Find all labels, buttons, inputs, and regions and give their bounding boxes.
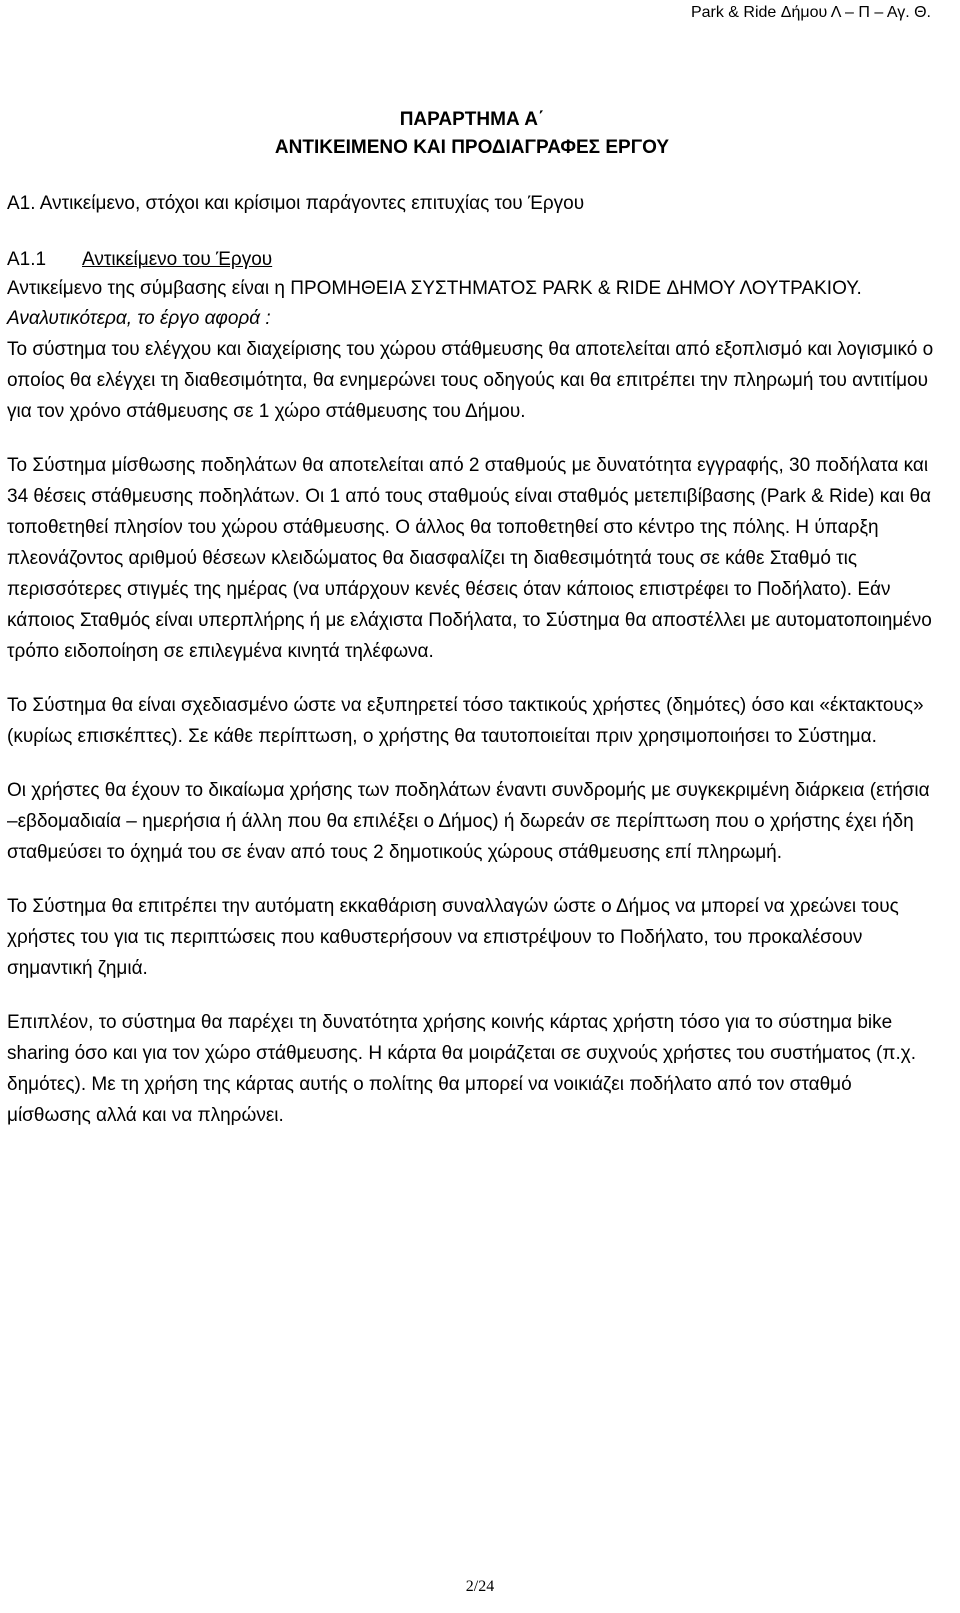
subsection-number: Α1.1 bbox=[7, 249, 47, 270]
intro-paragraph: Αντικείμενο της σύμβασης είναι η ΠΡΟΜΗΘΕΙΑ ΣΥΣΤΗΜΑΤΟΣ PARK & RIDE ΔΗΜΟΥ ΛΟΥΤΡΑΚΙΟΥ. bbox=[7, 278, 862, 299]
paragraph-transaction-clearing: Το Σύστημα θα επιτρέπει την αυτόματη εκκαθάριση συναλλαγών ώστε ο Δήμος να μπορεί να χρεώνει τους χρήστες του για τις περιπτώσεις που καθυστερήσουν να επιστρέψουν το Ποδήλατο, του προκαλέσουν σημαντική ζημιά. bbox=[7, 896, 899, 979]
page-number: 2/24 bbox=[465, 1578, 495, 1595]
paragraph-shared-card: Επιπλέον, το σύστημα θα παρέχει τη δυνατότητα χρήσης κοινής κάρτας χρήστη τόσο για το σύστημα bike sharing όσο και για τον χώρο στάθμευσης. Η κάρτα θα μοιράζεται σε συχνούς χρήστες του συστήματος (π.χ. δημότες). Με τη χρήση της κάρτας αυτής ο πολίτης θα μπορεί να νοικιάζει ποδήλατο από τον σταθμό μίσθωσης αλλά και να πληρώνει. bbox=[7, 1012, 917, 1126]
subsection-heading-a1-1 bbox=[7, 246, 937, 274]
detail-lead: Αναλυτικότερα, το έργο αφορά : bbox=[7, 308, 271, 329]
annex-title: ΠΑΡΑΡΤΗΜΑ Α΄ bbox=[399, 109, 545, 130]
subsection-title: Αντικείμενο του Έργου bbox=[82, 249, 273, 270]
paragraph-parking-system: Το σύστημα του ελέγχου και διαχείρισης του χώρου στάθμευσης θα αποτελείται από εξοπλισμό και λογισμικό ο οποίος θα ελέγχει τη διαθεσιμότητα, θα ενημερώνει τους οδηγούς και θα επιτρέπει την πληρωμή του αντιτίμου για τον χρόνο στάθμευσης σε 1 χώρο στάθμευσης του Δήμου. bbox=[7, 339, 934, 422]
document-body bbox=[7, 106, 937, 1131]
paragraph-bike-rental-system: Το Σύστημα μίσθωσης ποδηλάτων θα αποτελείται από 2 σταθμούς με δυνατότητα εγγραφής, 30 ποδήλατα και 34 θέσεις στάθμευσης ποδηλάτων. Οι 1 από τους σταθμούς είναι σταθμός μετεπιβίβασης (Park & Ride) και θα τοποθετηθεί πλησίον του χώρου στάθμευσης. Ο άλλος θα τοποθετηθεί στο κέντρο της πόλης. Η ύπαρξη πλεονάζοντος αριθμού θέσεων κλειδώματος θα διασφαλίζει τη διαθεσιμότητά τους σε κάθε Σταθμό τις περισσότερες στιγμές της ημέρας (να υπάρχουν κενές θέσεις όταν κάποιος επιστρέφει το Ποδήλατο). Εάν κάποιος Σταθμός είναι υπερπλήρης ή με ελάχιστα Ποδήλατα, το Σύστημα θα αποστέλλει με αυτοματοποιημένο τρόπο ειδοποίηση σε επιλεγμένα κινητά τηλέφωνα. bbox=[7, 455, 932, 662]
section-heading-a1: Α1. Αντικείμενο, στόχοι και κρίσιμοι παράγοντες επιτυχίας του Έργου bbox=[7, 193, 585, 214]
paragraph-subscriptions: Οι χρήστες θα έχουν το δικαίωμα χρήσης των ποδηλάτων έναντι συνδρομής με συγκεκριμένη διάρκεια (ετήσια –εβδομαδιαία – ημερήσια ή άλλη που θα επιλέξει ο Δήμος) ή δωρεάν σε περίπτωση που ο χρήστης έχει ήδη σταθμεύσει το όχημά του σε έναν από τους 2 δημοτικούς χώρους στάθμευσης επί πληρωμή. bbox=[7, 780, 930, 863]
annex-subtitle: ΑΝΤΙΚΕΙΜΕΝΟ ΚΑΙ ΠΡΟΔΙΑΓΡΑΦΕΣ ΕΡΓΟΥ bbox=[274, 137, 670, 158]
running-header: Park & Ride Δήμου Λ – Π – Αγ. Θ. bbox=[690, 4, 931, 21]
paragraph-user-types: Το Σύστημα θα είναι σχεδιασμένο ώστε να εξυπηρετεί τόσο τακτικούς χρήστες (δημότες) όσο και «έκτακτους» (κυρίως επισκέπτες). Σε κάθε περίπτωση, ο χρήστης θα ταυτοποιείται πριν χρησιμοποιήσει το Σύστημα. bbox=[7, 695, 924, 747]
